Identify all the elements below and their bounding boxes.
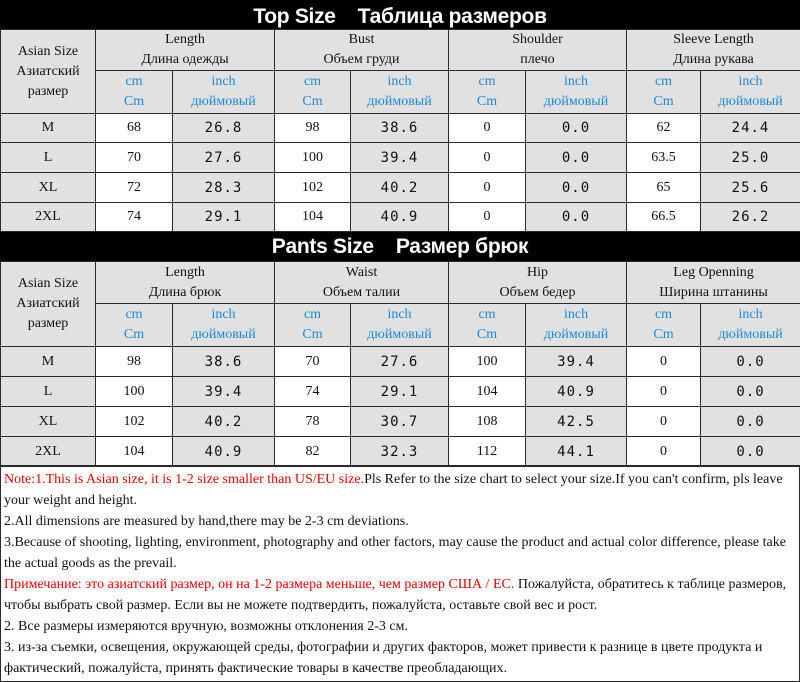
- note-ru-2: 2. Все размеры измеряются вручную, возможны отклонения 2-3 см.: [4, 619, 408, 634]
- cm-value-cell: 74: [96, 203, 173, 232]
- inch-value-cell: 42.5: [526, 407, 627, 437]
- inch-value-cell: 40.9: [173, 437, 275, 467]
- size-label: 2XL: [1, 203, 96, 232]
- note-ru-1: [4, 574, 795, 616]
- size-label: XL: [1, 407, 96, 437]
- size-label: M: [1, 347, 96, 377]
- inch-value-cell: 40.2: [351, 173, 449, 203]
- pants-size-table: [0, 261, 800, 467]
- cm-value-cell: 70: [275, 347, 351, 377]
- note-ru-3: 3. из-за съемки, освещения, окружающей среды, фотографии и других факторов, может привести к разнице в цвете продукта и фактический, пожалуйста, принять фактические товары в качестве преобладающих.: [4, 640, 763, 676]
- table-row: [1, 203, 800, 232]
- inch-value-cell: 40.2: [173, 407, 275, 437]
- size-label: XL: [1, 173, 96, 203]
- unit-cm: cm Cm: [627, 71, 701, 114]
- cm-value-cell: 98: [96, 347, 173, 377]
- top-size-table: [0, 29, 800, 232]
- inch-value-cell: 0.0: [526, 143, 627, 173]
- pants-col-hip: Hip Объем бедер: [449, 262, 627, 304]
- cm-value-cell: 0: [627, 407, 701, 437]
- unit-cm: cm Cm: [275, 71, 351, 114]
- pants-col-leg-opening: Leg Openning Ширина штанины: [627, 262, 800, 304]
- top-col-length: Length Длина одежды: [96, 30, 275, 71]
- cm-value-cell: 62: [627, 114, 701, 143]
- cm-value-cell: 65: [627, 173, 701, 203]
- cm-value-cell: 100: [275, 143, 351, 173]
- pants-corner-header: Asian Size Азиатский размер: [1, 262, 96, 347]
- cm-value-cell: 0: [449, 203, 526, 232]
- cm-value-cell: 112: [449, 437, 526, 467]
- inch-value-cell: 40.9: [526, 377, 627, 407]
- size-label: L: [1, 377, 96, 407]
- cm-value-cell: 102: [96, 407, 173, 437]
- top-size-title-ru: Таблица размеров: [357, 4, 547, 28]
- pants-size-banner: [0, 232, 800, 261]
- unit-cm: cm Cm: [627, 304, 701, 347]
- size-label: L: [1, 143, 96, 173]
- table-row: [1, 143, 800, 173]
- size-label: M: [1, 114, 96, 143]
- inch-value-cell: 38.6: [173, 347, 275, 377]
- note-3: 3.Because of shooting, lighting, environment, photography and other factors, may cause the product and actual color difference, please take the actual goods as the prevail.: [4, 535, 786, 571]
- unit-inch: inch дюймовый: [351, 304, 449, 347]
- table-row: [1, 407, 800, 437]
- note-ru-1-warning: Примечание: это азиатский размер, он на 1-2 размера меньше, чем размер США / ЕС.: [4, 577, 515, 592]
- inch-value-cell: 25.6: [701, 173, 800, 203]
- unit-cm: cm Cm: [275, 304, 351, 347]
- cm-value-cell: 98: [275, 114, 351, 143]
- pants-col-waist: Waist Объем талии: [275, 262, 449, 304]
- inch-value-cell: 0.0: [526, 173, 627, 203]
- unit-inch: inch дюймовый: [351, 71, 449, 114]
- inch-value-cell: 39.4: [351, 143, 449, 173]
- inch-value-cell: 44.1: [526, 437, 627, 467]
- inch-value-cell: 27.6: [173, 143, 275, 173]
- unit-inch: inch дюймовый: [701, 304, 800, 347]
- cm-value-cell: 68: [96, 114, 173, 143]
- inch-value-cell: 24.4: [701, 114, 800, 143]
- inch-value-cell: 28.3: [173, 173, 275, 203]
- inch-value-cell: 0.0: [701, 437, 800, 467]
- cm-value-cell: 0: [627, 377, 701, 407]
- unit-inch: inch дюймовый: [173, 71, 275, 114]
- inch-value-cell: 0.0: [701, 407, 800, 437]
- pants-col-length: Length Длина брюк: [96, 262, 275, 304]
- table-row: [1, 114, 800, 143]
- cm-value-cell: 0: [449, 114, 526, 143]
- inch-value-cell: 27.6: [351, 347, 449, 377]
- cm-value-cell: 104: [96, 437, 173, 467]
- cm-value-cell: 78: [275, 407, 351, 437]
- inch-value-cell: 26.8: [173, 114, 275, 143]
- cm-value-cell: 108: [449, 407, 526, 437]
- inch-value-cell: 38.6: [351, 114, 449, 143]
- unit-inch: inch дюймовый: [701, 71, 800, 114]
- cm-value-cell: 0: [627, 347, 701, 377]
- size-label: 2XL: [1, 437, 96, 467]
- cm-value-cell: 0: [627, 437, 701, 467]
- unit-inch: inch дюймовый: [526, 304, 627, 347]
- pants-size-title-ru: Размер брюк: [395, 234, 529, 258]
- table-row: [1, 173, 800, 203]
- inch-value-cell: 0.0: [526, 114, 627, 143]
- top-size-title-en: Top Size: [253, 4, 336, 28]
- unit-cm: cm Cm: [449, 304, 526, 347]
- cm-value-cell: 72: [96, 173, 173, 203]
- inch-value-cell: 0.0: [701, 347, 800, 377]
- cm-value-cell: 104: [449, 377, 526, 407]
- inch-value-cell: 29.1: [351, 377, 449, 407]
- inch-value-cell: 26.2: [701, 203, 800, 232]
- note-ru-1-text: Пожалуйста, обратитесь к таблице размеров, чтобы выбрать свой размер. Если вы не можете подтвердить, пожалуйста, оставьте свой вес и рост.: [4, 577, 787, 613]
- note-1: [4, 469, 795, 511]
- notes-box: [0, 465, 800, 682]
- note-1-text: Pls Refer to the size chart to select your size.If you can't confirm, pls leave your weight and height.: [4, 472, 783, 508]
- unit-cm: cm Cm: [96, 71, 173, 114]
- cm-value-cell: 82: [275, 437, 351, 467]
- inch-value-cell: 30.7: [351, 407, 449, 437]
- cm-value-cell: 0: [449, 173, 526, 203]
- cm-value-cell: 102: [275, 173, 351, 203]
- unit-inch: inch дюймовый: [526, 71, 627, 114]
- cm-value-cell: 104: [275, 203, 351, 232]
- inch-value-cell: 29.1: [173, 203, 275, 232]
- cm-value-cell: 0: [449, 143, 526, 173]
- inch-value-cell: 32.3: [351, 437, 449, 467]
- top-col-bust: Bust Объем груди: [275, 30, 449, 71]
- note-1-warning: Note:1.This is Asian size, it is 1-2 size smaller than US/EU size.: [4, 472, 365, 487]
- table-row: [1, 347, 800, 377]
- unit-inch: inch дюймовый: [173, 304, 275, 347]
- inch-value-cell: 0.0: [701, 377, 800, 407]
- table-row: [1, 377, 800, 407]
- top-col-sleeve: Sleeve Length Длина рукава: [627, 30, 800, 71]
- unit-cm: cm Cm: [449, 71, 526, 114]
- inch-value-cell: 39.4: [526, 347, 627, 377]
- cm-value-cell: 63.5: [627, 143, 701, 173]
- top-col-shoulder: Shoulder плечо: [449, 30, 627, 71]
- note-2: 2.All dimensions are measured by hand,there may be 2-3 cm deviations.: [4, 514, 409, 529]
- cm-value-cell: 70: [96, 143, 173, 173]
- unit-cm: cm Cm: [96, 304, 173, 347]
- cm-value-cell: 100: [449, 347, 526, 377]
- table-row: [1, 437, 800, 467]
- top-corner-header: Asian Size Азиатский размер: [1, 30, 96, 114]
- inch-value-cell: 0.0: [526, 203, 627, 232]
- inch-value-cell: 39.4: [173, 377, 275, 407]
- inch-value-cell: 25.0: [701, 143, 800, 173]
- cm-value-cell: 74: [275, 377, 351, 407]
- cm-value-cell: 66.5: [627, 203, 701, 232]
- inch-value-cell: 40.9: [351, 203, 449, 232]
- pants-size-title-en: Pants Size: [271, 234, 374, 258]
- cm-value-cell: 100: [96, 377, 173, 407]
